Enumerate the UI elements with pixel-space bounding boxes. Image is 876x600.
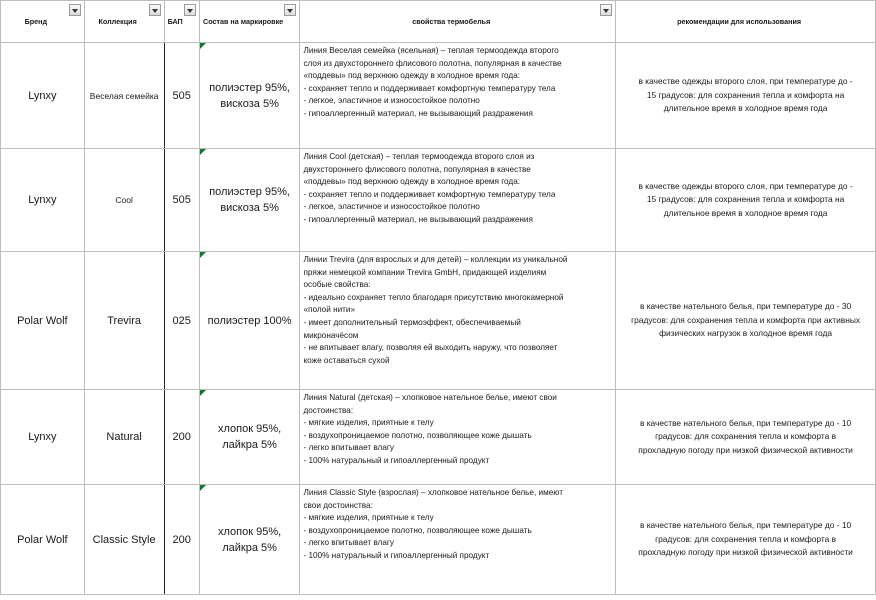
- comment-indicator-icon: [200, 43, 206, 49]
- table-row: [1, 485, 876, 595]
- cell-text: - легкое, эластичное и износостойкое полотно: [303, 202, 480, 212]
- cell-brand[interactable]: [1, 252, 85, 390]
- cell-text: - мягкие изделия, приятные к телу: [303, 513, 434, 523]
- cell-text: лайкра 5%: [222, 541, 277, 554]
- cell-text: - легкое, эластичное и износостойкое полотно: [303, 96, 480, 106]
- cell-collection[interactable]: [84, 485, 164, 595]
- cell-properties[interactable]: [300, 252, 616, 390]
- cell-text: длительное время в холодное время года: [663, 103, 828, 114]
- cell-text: пряжи немецкой компании Trevira GmbH, придающей изделиям: [303, 267, 547, 277]
- cell-text: «поддевы» под верхнюю одежду в холодное время года:: [303, 71, 521, 81]
- cell-text: - воздухопроницаемое полотно, позволяющее коже дышать: [303, 430, 532, 440]
- cell-text: 200: [172, 533, 191, 546]
- cell-text: Lynxy: [28, 194, 57, 206]
- cell-text: коже оставаться сухой: [303, 355, 390, 365]
- cell-text: - гипоаллергенный материал, не вызывающий раздражения: [303, 108, 533, 118]
- cell-properties[interactable]: [300, 390, 616, 485]
- cell-text: 200: [172, 431, 191, 443]
- cell-properties[interactable]: [300, 43, 616, 149]
- cell-text: градусов: для сохранения тепла и комфорта в: [655, 533, 837, 544]
- cell-text: градусов: для сохранения тепла и комфорта при активных: [631, 314, 861, 325]
- cell-bap[interactable]: [164, 252, 199, 390]
- header-row: [1, 1, 876, 43]
- cell-text: 15 градусов: для сохранения тепла и комфорта на: [646, 194, 845, 205]
- cell-composition[interactable]: [199, 390, 300, 485]
- header-properties: свойства термобелья: [300, 1, 616, 43]
- cell-recommendation[interactable]: [616, 149, 876, 252]
- cell-text: - имеет дополнительный термоэффект, обеспечиваемый: [303, 317, 521, 327]
- cell-text: прохладную погоду при низкой физической активности: [638, 444, 853, 455]
- cell-text: - сохраняет тепло и поддерживает комфортную температуру тела: [303, 83, 556, 93]
- cell-text: микроначёсом: [303, 330, 359, 340]
- cell-text: длительное время в холодное время года: [663, 207, 828, 218]
- cell-text: в качестве нательного белья, при температуре до - 10: [639, 520, 852, 531]
- cell-text: - 100% натуральный и гипоаллергенный продукт: [303, 550, 490, 560]
- header-composition: Состав на маркировке: [199, 1, 300, 43]
- cell-text: Lynxy: [28, 89, 57, 102]
- cell-text: Lynxy: [28, 431, 57, 443]
- cell-text: прохладную погоду при низкой физической активности: [638, 547, 853, 558]
- cell-collection[interactable]: [84, 390, 164, 485]
- cell-text: вискоза 5%: [220, 202, 279, 214]
- comment-indicator-icon: [200, 149, 206, 155]
- cell-text: Линии Trevira (для взрослых и для детей) – коллекции из уникальной: [303, 255, 568, 264]
- cell-composition[interactable]: [199, 485, 300, 595]
- cell-text: двухстороннего флисового полотна, популярная в качестве: [303, 164, 531, 174]
- cell-text: вискоза 5%: [220, 97, 279, 110]
- cell-bap[interactable]: [164, 485, 199, 595]
- filter-dropdown-icon[interactable]: [69, 4, 81, 16]
- comment-indicator-icon: [200, 390, 206, 396]
- cell-text: физических нагрузок в холодное время года: [659, 328, 832, 339]
- cell-text: «полой нити»: [303, 305, 356, 315]
- header-recommendations: рекомендации для использования: [616, 1, 876, 43]
- table-row: [1, 149, 876, 252]
- cell-text: полиэстер 100%: [207, 314, 292, 327]
- cell-text: - идеально сохраняет тепло благодаря присутствию многокамерной: [303, 292, 564, 302]
- comment-indicator-icon: [200, 485, 206, 491]
- cell-text: Polar Wolf: [17, 533, 68, 546]
- cell-text: - сохраняет тепло и поддерживает комфортную температуру тела: [303, 189, 556, 199]
- cell-text: «поддевы» под верхнюю одежду в холодное время года:: [303, 177, 521, 187]
- cell-text: в качестве нательного белья, при температуре до - 10: [639, 417, 852, 428]
- cell-text: особые свойства:: [303, 280, 371, 290]
- cell-brand[interactable]: [1, 485, 85, 595]
- table-row: [1, 252, 876, 390]
- cell-text: полиэстер 95%,: [209, 186, 290, 198]
- table-row: [1, 43, 876, 149]
- cell-text: хлопок 95%,: [217, 423, 282, 435]
- cell-text: 505: [172, 194, 191, 206]
- filter-dropdown-icon[interactable]: [149, 4, 161, 16]
- cell-text: свои достоинства:: [303, 500, 373, 510]
- cell-text: Cool: [115, 195, 133, 205]
- cell-collection[interactable]: [84, 252, 164, 390]
- cell-recommendation[interactable]: [616, 390, 876, 485]
- cell-bap[interactable]: [164, 390, 199, 485]
- cell-text: в качестве нательного белья, при температуре до - 30: [639, 301, 852, 312]
- header-brand: Бренд: [1, 1, 85, 43]
- comment-indicator-icon: [200, 252, 206, 258]
- filter-dropdown-icon[interactable]: [184, 4, 196, 16]
- cell-text: Линия Веселая семейка (ясельная) – теплая термоодежда второго: [303, 46, 559, 55]
- cell-text: - 100% натуральный и гипоаллергенный продукт: [303, 455, 490, 465]
- cell-text: - легко впитывает влагу: [303, 443, 394, 453]
- cell-bap[interactable]: [164, 43, 199, 149]
- cell-properties[interactable]: [300, 149, 616, 252]
- cell-collection[interactable]: [84, 43, 164, 149]
- cell-text: - гипоаллергенный материал, не вызывающий раздражения: [303, 214, 533, 224]
- cell-text: Polar Wolf: [17, 314, 68, 327]
- cell-text: лайкра 5%: [222, 439, 277, 451]
- cell-text: в качестве одежды второго слоя, при температуре до -: [638, 76, 853, 87]
- cell-text: Линия Natural (детская) – хлопковое нательное белье, имеют свои: [303, 393, 557, 402]
- cell-text: - воздухопроницаемое полотно, позволяющее коже дышать: [303, 525, 532, 535]
- cell-composition[interactable]: [199, 252, 300, 390]
- cell-brand[interactable]: [1, 43, 85, 149]
- cell-text: Classic Style: [92, 533, 156, 546]
- cell-text: слоя из двухстороннего флисового полотна, популярная в качестве: [303, 58, 562, 68]
- cell-text: Линия Cool (детская) – теплая термоодежда второго слоя из: [303, 152, 535, 161]
- cell-text: достоинства:: [303, 405, 354, 415]
- cell-brand[interactable]: [1, 149, 85, 252]
- cell-collection[interactable]: [84, 149, 164, 252]
- cell-text: Линия Classic Style (взрослая) – хлопковое нательное белье, имеют: [303, 488, 563, 497]
- cell-text: 505: [172, 89, 191, 102]
- table-row: [1, 390, 876, 485]
- cell-text: 15 градусов: для сохранения тепла и комфорта на: [646, 89, 845, 100]
- cell-text: Веселая семейка: [89, 90, 159, 101]
- filter-dropdown-icon[interactable]: [600, 4, 612, 16]
- cell-text: Trevira: [107, 314, 142, 327]
- cell-bap[interactable]: [164, 149, 199, 252]
- cell-text: 025: [172, 314, 191, 327]
- cell-composition[interactable]: [199, 43, 300, 149]
- cell-recommendation[interactable]: [616, 485, 876, 595]
- cell-text: в качестве одежды второго слоя, при температуре до -: [638, 180, 853, 191]
- cell-text: градусов: для сохранения тепла и комфорта в: [655, 431, 837, 442]
- cell-recommendation[interactable]: [616, 252, 876, 390]
- cell-text: полиэстер 95%,: [209, 81, 290, 94]
- cell-composition[interactable]: [199, 149, 300, 252]
- cell-properties[interactable]: [300, 485, 616, 595]
- filter-dropdown-icon[interactable]: [284, 4, 296, 16]
- header-collection: Коллекция: [84, 1, 164, 43]
- cell-text: - не впитывает влагу, позволяя ей выходить наружу, что позволяет: [303, 343, 558, 353]
- cell-text: - мягкие изделия, приятные к телу: [303, 418, 434, 428]
- cell-text: хлопок 95%,: [217, 525, 282, 538]
- cell-recommendation[interactable]: [616, 43, 876, 149]
- cell-brand[interactable]: [1, 390, 85, 485]
- header-bap: БАП: [164, 1, 199, 43]
- cell-text: - легко впитывает влагу: [303, 538, 394, 548]
- cell-text: Natural: [106, 431, 142, 443]
